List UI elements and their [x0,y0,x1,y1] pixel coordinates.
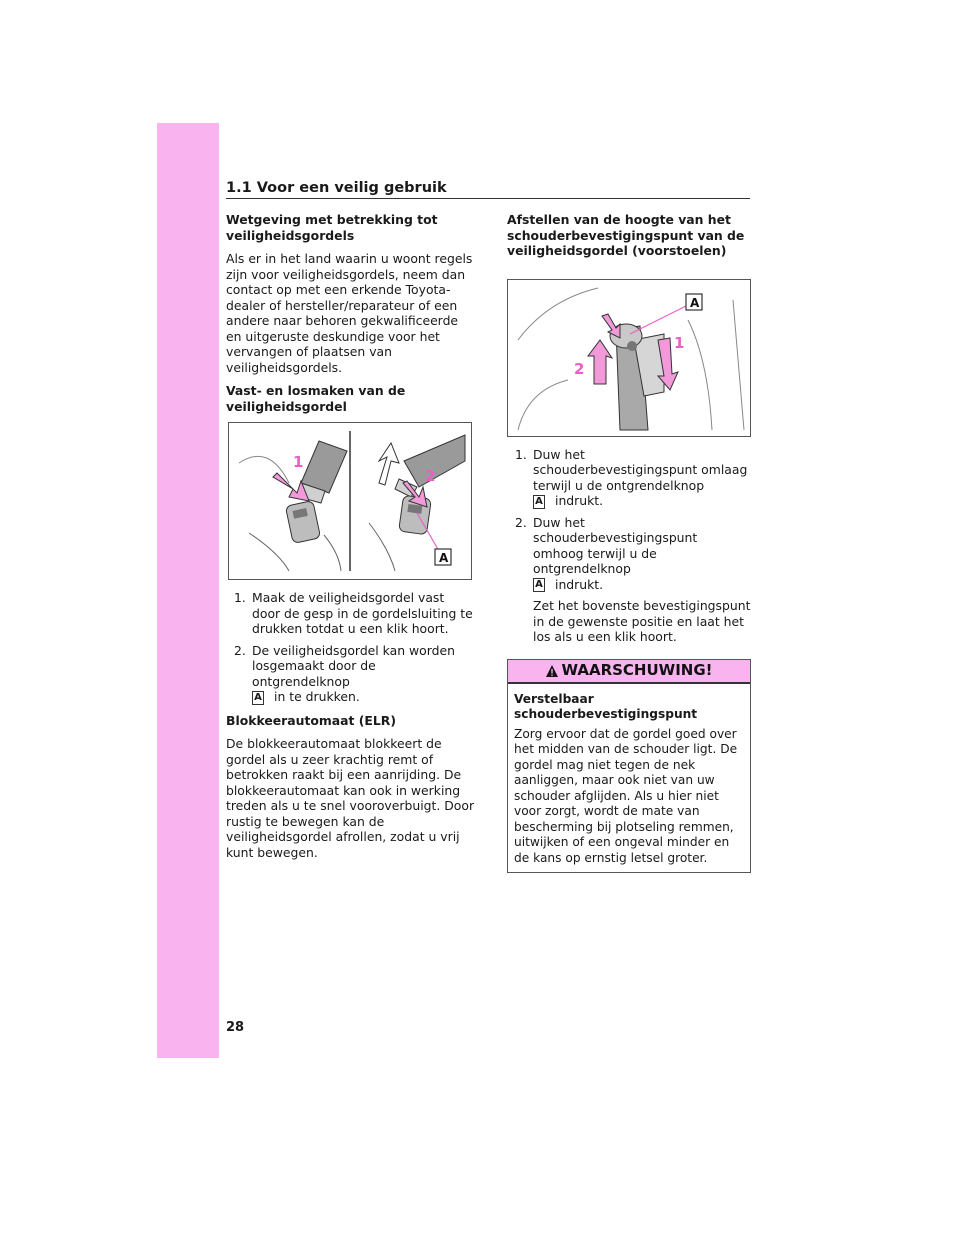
shoulder-anchor-illustration [508,280,750,436]
heading-shoulder-anchor: Afstellen van de hoogte van het schouderbevestigingspunt van de veiligheidsgordel (voorstoelen) [507,212,745,258]
fasten-step-1 [226,590,476,637]
fig-label-a: A [439,551,449,565]
step-number: 1. [234,590,246,605]
warning-title: WAARSCHUWING! [561,660,713,679]
page-number: 28 [226,1020,245,1035]
step-text: Maak de veiligheidsgordel vast door de gesp in de gordelsluiting te drukken totdat u een klik hoort. [252,590,473,636]
left-column [226,212,476,868]
heading-fasten: Vast- en losmaken van de veiligheidsgordel [226,383,406,414]
header-divider [226,198,750,199]
step-text: Duw het schouderbevestigingspunt omlaag terwijl u de ontgrendelknop [533,446,748,493]
fig-label-a: A [690,295,700,310]
step-text-end: indrukt. [555,576,604,592]
warning-subtitle: Verstelbaar schouderbevestigingspunt [514,691,698,721]
step-text: De veiligheidsgordel kan worden losgemaakt door de ontgrendelknop [252,642,455,689]
warning-text: Zorg ervoor dat de gordel goed over het midden van de schouder ligt. De gordel mag niet tegen de nek aanliggen, maar ook niet van uw schouder afglijden. Als u hier niet voor zorgt, wordt de mate van bescherming bij plotseling remmen, uitwijken of een ongeval minder en de kans op ernstig letsel groter. [514,726,738,865]
adjust-step-2-note: Zet het bovenste bevestigingspunt in de gewenste positie en laat het los als u een klik hoort. [533,598,751,644]
buckle-illustration [229,423,471,579]
warning-box [507,659,751,874]
figure-buckle [228,422,472,580]
step-number: 1. [515,446,527,462]
step-number: 2. [234,642,246,658]
right-column [507,212,751,873]
fig-label-2: 2 [574,359,585,378]
sidebar-tab [157,123,219,1058]
section-header: 1.1 Voor een veilig gebruik [226,180,447,196]
step-number: 2. [515,514,527,530]
release-button-key: A [252,691,264,705]
warning-header [508,660,750,684]
adjust-step-1 [507,447,751,509]
step-text-end: in te drukken. [274,689,360,704]
release-button-key: A [533,578,545,592]
paragraph-elr: De blokkeerautomaat blokkeert de gordel als u zeer krachtig remt of betrokken raakt bij een aanrijding. De blokkeerautomaat kan ook in werking treden als u te snel vooroverbuigt. Door rustig te bewegen kan de veiligheidsgordel afrollen, zodat u vrij kunt bewegen. [226,736,475,860]
adjust-steps [507,447,751,645]
fasten-steps [226,590,476,705]
warning-body [508,684,750,873]
heading-elr: Blokkeerautomaat (ELR) [226,712,396,728]
fig-label-2: 2 [425,467,436,485]
step-text: Duw het schouderbevestigingspunt omhoog terwijl u de ontgrendelknop [533,514,698,576]
fig-label-1: 1 [293,453,304,471]
fig-label-1: 1 [674,333,685,352]
step-text-end: indrukt. [555,493,604,508]
heading-legislation: Wetgeving met betrekking tot veiligheidsgordels [226,212,438,243]
paragraph-legislation: Als er in het land waarin u woont regels zijn voor veiligheidsgordels, neem dan contact op met een erkende Toyota-dealer of hersteller/reparateur of een andere naar behoren gekwalificeerde en uitgeruste deskundige voor het vervangen of plaatsen van veiligheidsgordels. [226,251,473,375]
fasten-step-2 [226,643,476,705]
adjust-step-2 [507,515,751,645]
figure-shoulder-anchor [507,279,751,437]
release-button-key: A [533,495,545,509]
warning-triangle-icon [545,664,559,678]
